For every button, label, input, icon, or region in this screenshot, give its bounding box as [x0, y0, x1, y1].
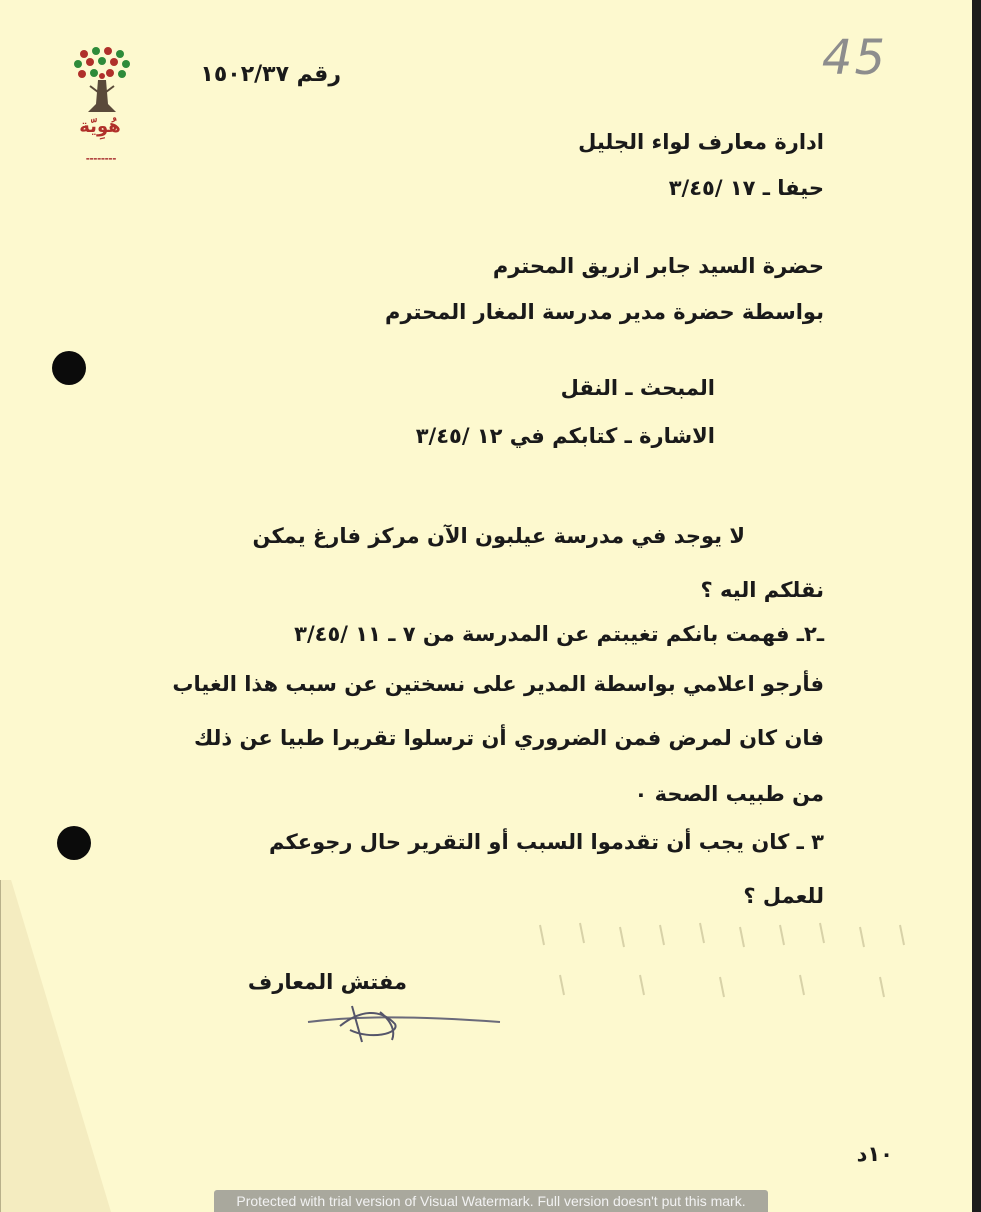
trial-watermark-banner: Protected with trial version of Visual Watermark. Full version doesn't put this mark. [214, 1190, 768, 1212]
subject-topic: المبحث ـ النقل [560, 376, 715, 400]
body-para2-line3: فان كان لمرض فمن الضروري أن ترسلوا تقريرا طبيا عن ذلك [193, 726, 824, 750]
logo-caption: ▬▬▬▬▬▬▬▬ [85, 156, 117, 161]
punch-hole-upper [52, 351, 86, 385]
body-para3-line2: للعمل ؟ [743, 884, 824, 908]
tree-logo-icon [70, 46, 134, 170]
body-para3-line1: ٣ ـ كان يجب أن تقدموا السبب أو التقرير حال رجوعكم [269, 830, 824, 854]
handwritten-page-number: 45 [821, 30, 887, 86]
reference-number: رقم ١٥٠٢/٣٧ [200, 62, 341, 87]
addressee-line-1: حضرة السيد جابر ازريق المحترم [492, 254, 824, 278]
handwritten-signature [300, 1000, 510, 1050]
place-date: حيفا ـ ١٧ /٣/٤٥ [668, 176, 824, 200]
body-para1-line1: لا يوجد في مدرسة عيلبون الآن مركز فارغ يمكن [252, 524, 745, 548]
punch-hole-lower [57, 826, 91, 860]
logo-wordmark: هُوِيّة [79, 116, 121, 137]
body-para2-line1: ـ٢ـ فهمت بانكم تغيبتم عن المدرسة من ٧ ـ ١١ /٣/٤٥ [294, 622, 824, 646]
body-para2-line2: فأرجو اعلامي بواسطة المدير على نسختين عن سبب هذا الغياب [172, 672, 824, 696]
footer-code: ١٠د [856, 1142, 893, 1166]
signatory-title: مفتش المعارف [247, 970, 407, 994]
office-title: ادارة معارف لواء الجليل [578, 130, 824, 154]
scan-edge [972, 0, 981, 1212]
addressee-line-2: بواسطة حضرة مدير مدرسة المغار المحترم [385, 300, 824, 324]
body-para2-line4: من طبيب الصحة ٠ [634, 782, 824, 806]
body-para1-line2: نقلكم اليه ؟ [700, 578, 824, 602]
subject-reference: الاشارة ـ كتابكم في ١٢ /٣/٤٥ [415, 424, 715, 448]
faint-bleedthrough-marks [520, 905, 940, 1015]
